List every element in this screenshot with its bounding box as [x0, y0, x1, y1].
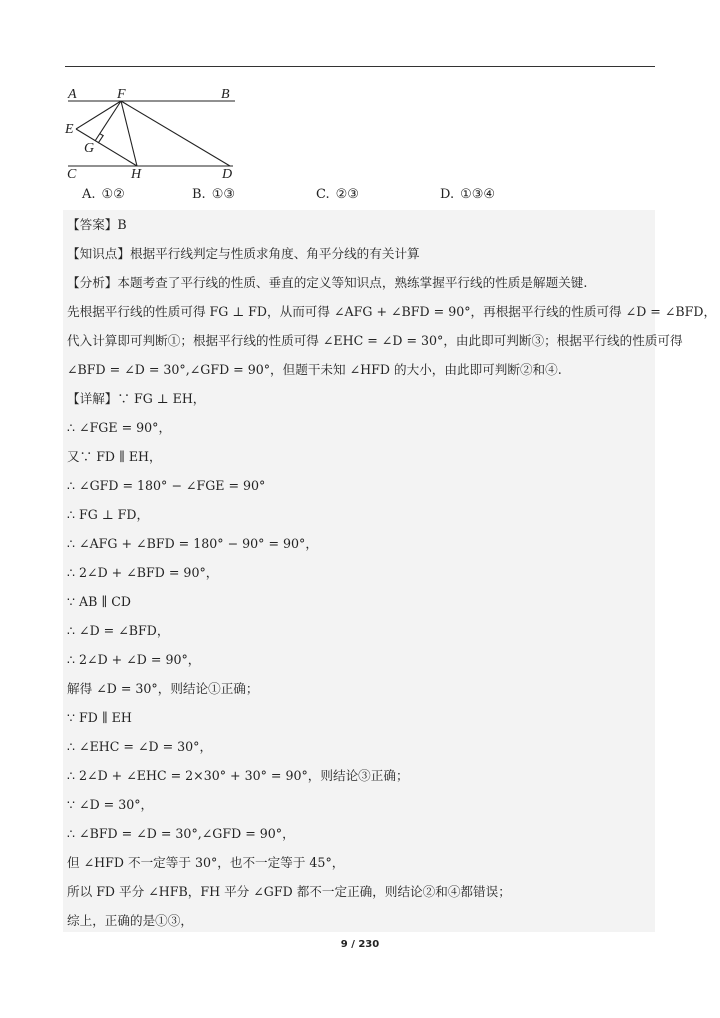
- solution-panel: [63, 210, 717, 932]
- detail-line: ∴ ∠AFG + ∠BFD = 180° − 90° = 90°，: [67, 536, 318, 551]
- label-g: G: [84, 141, 95, 156]
- segment-fe: [76, 101, 121, 129]
- answer-line: 【答案】B: [67, 217, 127, 232]
- option-d: D. ①③④: [440, 187, 496, 202]
- geometry-figure: [60, 82, 250, 182]
- label-e: E: [65, 122, 74, 137]
- knowledge-point-line: 【知识点】根据平行线判定与性质求角度、角平分线的有关计算: [67, 246, 420, 261]
- solution-line: 先根据平行线的性质可得 FG ⊥ FD，从而可得 ∠AFG + ∠BFD = 90°，再根据平行线的性质可得 ∠D = ∠BFD，: [67, 304, 717, 319]
- detail-line: 所以 FD 平分 ∠HFB，FH 平分 ∠GFD 都不一定正确，则结论②和④都错误；: [67, 884, 511, 899]
- page-number: 9 / 230: [340, 939, 380, 950]
- detail-line: ∵ FD ∥ EH: [67, 710, 132, 725]
- header-rule: [65, 66, 655, 67]
- detail-line: 但 ∠HFD 不一定等于 30°，也不一定等于 45°，: [67, 855, 345, 870]
- detail-line: ∴ 2∠D + ∠D = 90°，: [67, 652, 201, 667]
- label-a: A: [68, 87, 77, 102]
- label-h: H: [131, 167, 142, 182]
- solution-line: ∠BFD = ∠D = 30°,∠GFD = 90°，但题干未知 ∠HFD 的大小，由此即可判断②和④.: [67, 362, 562, 377]
- detail-line: ∴ ∠EHC = ∠D = 30°，: [67, 739, 213, 754]
- segment-fg: [95, 101, 121, 141]
- detail-line: 【详解】∵ FG ⊥ EH，: [67, 391, 206, 406]
- detail-line: 又∵ FD ∥ EH，: [67, 449, 162, 464]
- segment-fh: [121, 101, 137, 166]
- solution-line: 代入计算即可判断①；根据平行线的性质可得 ∠EHC = ∠D = 30°，由此即可判断③；根据平行线的性质可得: [67, 333, 683, 348]
- segment-fd: [121, 101, 230, 166]
- option-a: A. ①②: [82, 187, 125, 202]
- detail-line: ∴ 2∠D + ∠EHC = 2×30° + 30° = 90°，则结论③正确；: [67, 768, 409, 783]
- detail-line: ∴ ∠D = ∠BFD，: [67, 623, 170, 638]
- detail-line: 解得 ∠D = 30°，则结论①正确；: [67, 681, 259, 696]
- detail-line: ∵ ∠D = 30°，: [67, 797, 154, 812]
- conclusion-line: 综上，正确的是①③，: [67, 913, 193, 928]
- option-c: C. ②③: [316, 187, 359, 202]
- detail-line: ∴ FG ⊥ FD，: [67, 507, 150, 522]
- label-c: C: [67, 167, 77, 182]
- analysis-line: 【分析】本题考查了平行线的性质、垂直的定义等知识点，熟练掌握平行线的性质是解题关键.: [67, 275, 588, 290]
- detail-line: ∵ AB ∥ CD: [67, 594, 131, 609]
- detail-line: ∴ ∠FGE = 90°，: [67, 420, 172, 435]
- detail-line: ∴ ∠GFD = 180° − ∠FGE = 90°: [67, 478, 266, 493]
- detail-line: ∴ ∠BFD = ∠D = 30°,∠GFD = 90°，: [67, 826, 295, 841]
- option-b: B. ①③: [192, 187, 235, 202]
- answer-options: [82, 187, 642, 207]
- label-d: D: [222, 167, 233, 182]
- detail-line: ∴ 2∠D + ∠BFD = 90°，: [67, 565, 219, 580]
- label-f: F: [117, 87, 126, 102]
- label-b: B: [221, 87, 230, 102]
